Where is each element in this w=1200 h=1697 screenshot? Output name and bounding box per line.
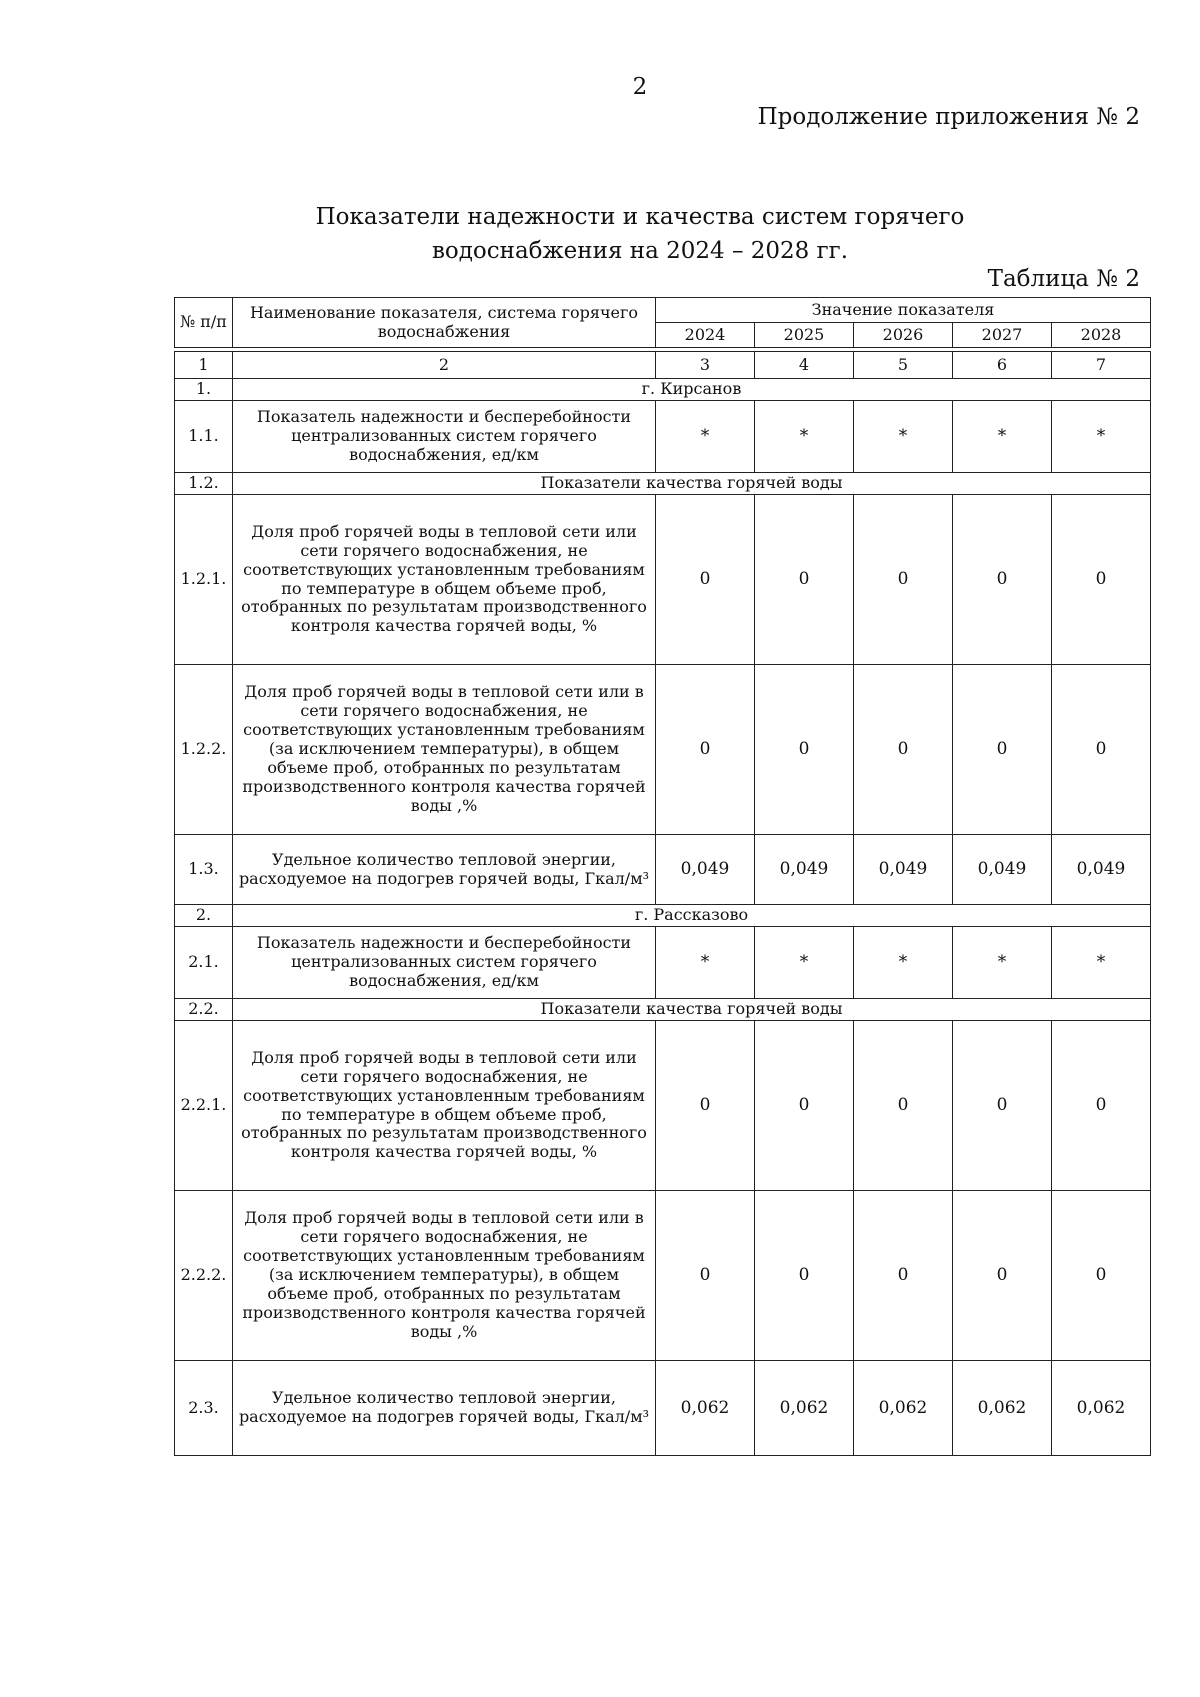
indicator-value: * [656, 401, 755, 473]
section-row [175, 473, 1151, 495]
indicator-value: * [854, 927, 953, 999]
section-row [175, 905, 1151, 927]
header-year: 2024 [656, 323, 755, 348]
indicator-value: 0 [854, 1021, 953, 1191]
indicator-name: Показатель надежности и бесперебойности централизованных систем горячего водоснабжения, ед/км [233, 401, 656, 473]
indicator-value: 0 [755, 1021, 854, 1191]
indicator-value: 0,049 [656, 835, 755, 905]
indicator-value: 0,049 [755, 835, 854, 905]
row-number: 2. [175, 905, 233, 927]
indicator-value: 0,062 [1052, 1361, 1151, 1456]
indicator-value: 0 [953, 665, 1052, 835]
indicator-value: 0 [656, 665, 755, 835]
indicator-name: Удельное количество тепловой энергии, расходуемое на подогрев горячей воды, Гкал/м³ [233, 1361, 656, 1456]
indicator-value: 0 [656, 495, 755, 665]
table-row [175, 927, 1151, 999]
header-col-name: Наименование показателя, система горячего водоснабжения [233, 298, 656, 348]
indicator-name: Доля проб горячей воды в тепловой сети или в сети горячего водоснабжения, не соответствующих установленным требованиям (за исключением температуры), в общем объеме проб, отобранных по результатам производственного контроля качества горячей воды ,% [233, 1191, 656, 1361]
row-number: 1.1. [175, 401, 233, 473]
table-row [175, 495, 1151, 665]
header-year: 2027 [953, 323, 1052, 348]
indicator-value: * [854, 401, 953, 473]
index-cell: 5 [854, 352, 953, 379]
title-line-2: водоснабжения на 2024 – 2028 гг. [431, 238, 849, 264]
section-title: Показатели качества горячей воды [233, 473, 1151, 495]
appendix-label: Продолжение приложения № 2 [757, 104, 1140, 130]
table-row [175, 1361, 1151, 1456]
index-cell: 6 [953, 352, 1052, 379]
indicator-value: 0,049 [953, 835, 1052, 905]
table-row [175, 1021, 1151, 1191]
row-number: 2.3. [175, 1361, 233, 1456]
indicator-value: 0 [656, 1191, 755, 1361]
index-cell: 2 [233, 352, 656, 379]
indicator-value: * [755, 401, 854, 473]
indicator-value: 0 [755, 495, 854, 665]
indicator-value: 0,062 [854, 1361, 953, 1456]
title-line-1: Показатели надежности и качества систем горячего [315, 204, 965, 230]
header-year: 2028 [1052, 323, 1151, 348]
row-number: 1. [175, 379, 233, 401]
indicator-value: 0,049 [1052, 835, 1151, 905]
indicator-name: Доля проб горячей воды в тепловой сети или в сети горячего водоснабжения, не соответствующих установленным требованиям (за исключением температуры), в общем объеме проб, отобранных по результатам производственного контроля качества горячей воды ,% [233, 665, 656, 835]
indicator-value: * [1052, 401, 1151, 473]
row-number: 2.2.1. [175, 1021, 233, 1191]
indicator-value: * [953, 401, 1052, 473]
indicator-value: * [656, 927, 755, 999]
index-cell: 4 [755, 352, 854, 379]
indicator-name: Доля проб горячей воды в тепловой сети или сети горячего водоснабжения, не соответствующих установленным требованиям по температуре в общем объеме проб, отобранных по результатам производственного контроля качества горячей воды, % [233, 1021, 656, 1191]
row-number: 1.2.2. [175, 665, 233, 835]
index-cell: 7 [1052, 352, 1151, 379]
section-title: Показатели качества горячей воды [233, 999, 1151, 1021]
indicators-table [174, 297, 1151, 1456]
indicator-name: Удельное количество тепловой энергии, расходуемое на подогрев горячей воды, Гкал/м³ [233, 835, 656, 905]
index-cell: 3 [656, 352, 755, 379]
indicator-value: 0 [1052, 665, 1151, 835]
row-number: 2.2.2. [175, 1191, 233, 1361]
header-year: 2026 [854, 323, 953, 348]
row-number: 2.1. [175, 927, 233, 999]
indicator-value: 0,062 [755, 1361, 854, 1456]
indicator-value: 0 [854, 495, 953, 665]
section-row [175, 379, 1151, 401]
section-title: г. Кирсанов [233, 379, 1151, 401]
indicator-value: 0 [854, 665, 953, 835]
table-row [175, 1191, 1151, 1361]
indicator-name: Доля проб горячей воды в тепловой сети или сети горячего водоснабжения, не соответствующих установленным требованиям по температуре в общем объеме проб, отобранных по результатам производственного контроля качества горячей воды, % [233, 495, 656, 665]
indicator-value: 0 [953, 1191, 1052, 1361]
indicator-value: * [1052, 927, 1151, 999]
section-row [175, 999, 1151, 1021]
table-row [175, 665, 1151, 835]
indicator-value: 0 [1052, 1191, 1151, 1361]
row-number: 2.2. [175, 999, 233, 1021]
page-number: 2 [632, 74, 648, 100]
header-col-values: Значение показателя [656, 298, 1151, 323]
table-row [175, 401, 1151, 473]
header-year: 2025 [755, 323, 854, 348]
indicator-value: 0 [755, 1191, 854, 1361]
indicator-value: 0 [854, 1191, 953, 1361]
row-number: 1.2. [175, 473, 233, 495]
index-cell: 1 [175, 352, 233, 379]
indicator-value: 0 [953, 1021, 1052, 1191]
indicator-value: 0 [1052, 1021, 1151, 1191]
header-col-no: № п/п [175, 298, 233, 348]
indicator-name: Показатель надежности и бесперебойности централизованных систем горячего водоснабжения, ед/км [233, 927, 656, 999]
table-number: Таблица № 2 [987, 266, 1140, 292]
document-title [250, 200, 1030, 268]
indicator-value: 0,062 [953, 1361, 1052, 1456]
section-title: г. Рассказово [233, 905, 1151, 927]
indicator-value: * [953, 927, 1052, 999]
indicator-value: 0,062 [656, 1361, 755, 1456]
indicator-value: * [755, 927, 854, 999]
indicator-value: 0 [755, 665, 854, 835]
row-number: 1.3. [175, 835, 233, 905]
indicator-value: 0,049 [854, 835, 953, 905]
indicator-value: 0 [1052, 495, 1151, 665]
indicator-value: 0 [953, 495, 1052, 665]
table-row [175, 835, 1151, 905]
indicator-value: 0 [656, 1021, 755, 1191]
row-number: 1.2.1. [175, 495, 233, 665]
